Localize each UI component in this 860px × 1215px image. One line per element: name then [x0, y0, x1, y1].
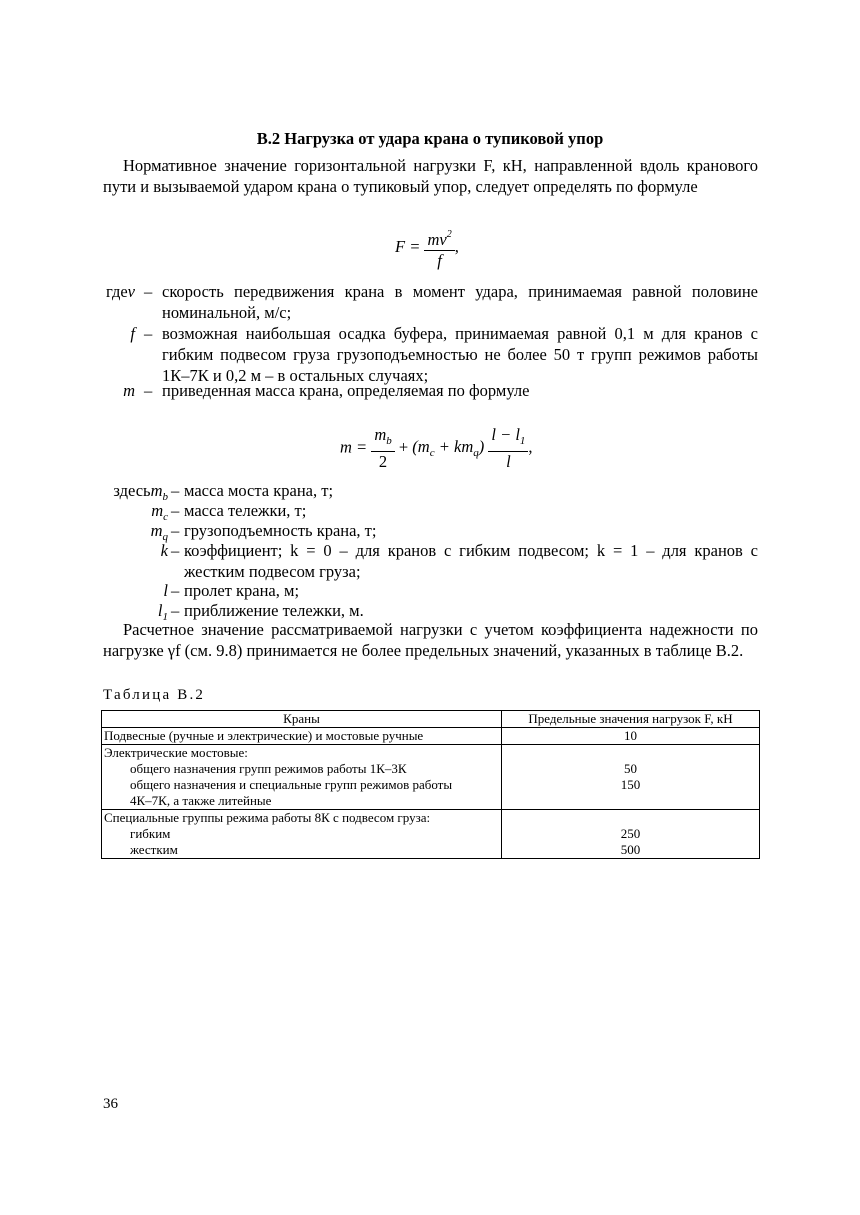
- definition-symbol-char: v: [127, 282, 135, 301]
- definition-dash: –: [144, 324, 153, 343]
- definition-symbol-sub: c: [163, 511, 168, 523]
- definition-text: грузоподъемность крана, т;: [184, 521, 377, 540]
- definition-dash: –: [144, 381, 153, 400]
- table-cell-crane: общего назначения групп режимов работы 1К–3К: [102, 761, 502, 777]
- formula2-fraction-2: [488, 425, 528, 472]
- definition-symbol-sub: q: [162, 531, 168, 543]
- table-header-cranes: Краны: [102, 711, 502, 728]
- definition-symbol-char: m: [150, 521, 163, 540]
- table-row: [102, 810, 760, 827]
- definition-symbol-char: l: [163, 581, 168, 600]
- table-cell-value: 150: [502, 777, 760, 793]
- definition-text: масса тележки, т;: [184, 501, 307, 520]
- table-row: [102, 842, 760, 859]
- table-cell-crane: Специальные группы режима работы 8К с подвесом груза:: [102, 810, 502, 827]
- definition-dash: –: [171, 601, 180, 620]
- definition-symbol-char: k: [160, 541, 168, 560]
- formula2-paren-mid: + km: [434, 437, 474, 457]
- formula-reduced-mass: [340, 425, 533, 472]
- definition-symbol-char: l: [157, 601, 163, 620]
- formula2-paren-close: ): [478, 437, 485, 457]
- formula2-fraction-1: [371, 425, 394, 472]
- formula2-tail: ,: [528, 437, 533, 457]
- table-cell-value: [502, 745, 760, 762]
- formula1-denominator: f: [437, 251, 442, 270]
- table-row: [102, 761, 760, 777]
- definition-symbol-char: m: [123, 381, 135, 400]
- intro-paragraph: Нормативное значение горизонтальной нагрузки F, кН, направленной вдоль кранового пути и вызываемой ударом крана о тупиковый упор, следует определять по формуле: [103, 156, 758, 196]
- crane-load-table: [101, 710, 760, 859]
- table-cell-crane: общего назначения и специальные групп режимов работы: [102, 777, 502, 793]
- definition-text: коэффициент; k = 0 – для кранов с гибким подвесом; k = 1 – для кранов с жестким подвесом груза;: [184, 541, 758, 581]
- definition-text: приближение тележки, м.: [184, 601, 364, 620]
- definition-dash: –: [171, 521, 180, 540]
- table-row: [102, 826, 760, 842]
- formula2-f1-den: 2: [378, 452, 388, 471]
- definition-symbol-sub: b: [162, 491, 168, 503]
- definition-symbol: [88, 281, 135, 302]
- definition-symbol-char: m: [151, 501, 164, 520]
- formula2-paren-sub1: c: [429, 447, 435, 460]
- table-cell-crane: Подвесные (ручные и электрические) и мостовые ручные: [102, 728, 502, 745]
- definition-symbol: [93, 580, 168, 601]
- table-header-limits: Предельные значения нагрузок F, кН: [502, 711, 760, 728]
- table-cell-value: 10: [502, 728, 760, 745]
- table-caption: Таблица В.2: [103, 687, 206, 703]
- table-cell-crane: гибким: [102, 826, 502, 842]
- formula1-lhs: F =: [395, 236, 421, 256]
- formula2-f2-num: l − l: [491, 425, 520, 444]
- table-row: [102, 745, 760, 762]
- formula2-paren: (m: [412, 437, 430, 457]
- table-cell-value: [502, 810, 760, 827]
- formula1-exponent: 2: [446, 229, 452, 240]
- table-cell-crane: Электрические мостовые:: [102, 745, 502, 762]
- formula2-f2-num-sub: 1: [519, 435, 526, 447]
- definition-symbol: [88, 323, 135, 344]
- page-number: 36: [103, 1096, 118, 1112]
- definition-symbol-sub: 1: [162, 611, 168, 623]
- formula2-plus: +: [398, 437, 409, 457]
- table-cell-value: [502, 793, 760, 810]
- formula2-f1-num: m: [374, 425, 387, 444]
- definition-symbol: [88, 380, 135, 401]
- table-cell-crane: 4К–7К, а также литейные: [102, 793, 502, 810]
- definition-text: возможная наибольшая осадка буфера, принимаемая равной 0,1 м для кранов с гибким подвесом груза грузоподъемностью не более 50 т групп режимов работы 1К–7К и 0,2 м – в остальных случаях;: [162, 324, 758, 385]
- definition-text: пролет крана, м;: [184, 581, 300, 600]
- formula2-f1-num-sub: b: [386, 435, 392, 447]
- definition-lead: где: [106, 282, 128, 301]
- definition-symbol-char: f: [130, 324, 135, 343]
- formula1-tail: ,: [454, 236, 459, 256]
- formula2-paren-group: [412, 437, 485, 460]
- definition-text: приведенная масса крана, определяемая по формуле: [162, 381, 530, 400]
- formula2-paren-sub2: q: [473, 447, 479, 460]
- formula1-fraction: [424, 225, 454, 271]
- definition-text: скорость передвижения крана в момент удара, принимаемая равной половине номинальной, м/с;: [162, 282, 758, 322]
- definition-dash: –: [144, 282, 153, 301]
- section-title: В.2 Нагрузка от удара крана о тупиковой упор: [256, 129, 604, 148]
- formula1-numerator: mv: [427, 230, 447, 249]
- definition-dash: –: [171, 481, 180, 500]
- definition-dash: –: [171, 581, 180, 600]
- table-row: [102, 793, 760, 810]
- definition-lead: здесь: [113, 481, 151, 500]
- table-header-row: [102, 711, 760, 728]
- table-cell-value: 50: [502, 761, 760, 777]
- table-cell-value: 250: [502, 826, 760, 842]
- definition-text: масса моста крана, т;: [184, 481, 334, 500]
- formula2-f2-den: l: [506, 452, 511, 471]
- definition-dash: –: [171, 501, 180, 520]
- table-cell-value: 500: [502, 842, 760, 859]
- definition-dash: –: [171, 541, 180, 560]
- definition-symbol: [93, 540, 168, 561]
- table-row: [102, 777, 760, 793]
- table-row: [102, 728, 760, 745]
- table-cell-crane: жестким: [102, 842, 502, 859]
- formula-impact-force: [395, 225, 459, 271]
- definition-symbol-char: m: [150, 481, 163, 500]
- formula2-lhs: m =: [340, 437, 368, 457]
- closing-paragraph: Расчетное значение рассматриваемой нагрузки с учетом коэффициента надежности по нагрузке γf (см. 9.8) принимается не более предельных значений, указанных в таблице В.2.: [103, 620, 758, 660]
